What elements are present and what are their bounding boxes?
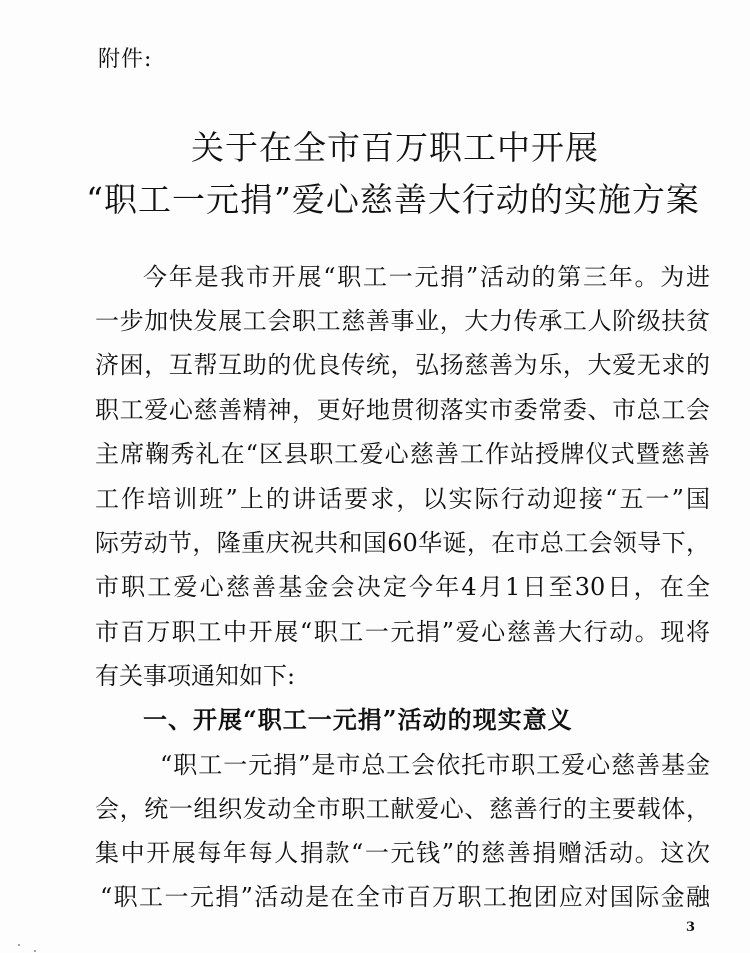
paragraph-line: 职工爱心慈善精神，更好地贯彻落实市委常委、市总工会: [95, 396, 710, 424]
paragraph-line: 市百万职工中开展“职工一元捐”爱心慈善大行动。现将: [95, 618, 710, 646]
paragraph-line: 主席鞠秀礼在“区县职工爱心慈善工作站授牌仪式暨慈善: [95, 440, 710, 468]
section-heading-1: 一、开展“职工一元捐”活动的现实意义: [143, 705, 573, 734]
document-title-line-2: “职工一元捐”爱心慈善大行动的实施方案: [86, 180, 700, 219]
scan-speck: [18, 944, 20, 946]
paragraph-line: “职工一元捐”活动是在全市百万职工抱团应对国际金融: [100, 883, 710, 911]
paragraph-line: 会，统一组织发动全市职工献爱心、慈善行的主要载体，: [95, 795, 710, 823]
document-title-line-1: 关于在全市百万职工中开展: [191, 128, 599, 167]
paragraph-line: 济困，互帮互助的优良传统，弘扬慈善为乐，大爱无求的: [95, 351, 710, 379]
paragraph-line: 市职工爱心慈善基金会决定今年4月1日至30日，在全: [95, 573, 710, 601]
scan-speck: [34, 950, 36, 952]
paragraph-line: 有关事项通知如下:: [95, 662, 296, 690]
paragraph-line: 一步加快发展工会职工慈善事业，大力传承工人阶级扶贫: [95, 307, 710, 335]
paragraph-line: 今年是我市开展“职工一元捐”活动的第三年。为进: [143, 263, 710, 291]
paragraph-line: 工作培训班”上的讲话要求，以实际行动迎接“五一”国: [95, 485, 710, 513]
paragraph-line: 际劳动节，隆重庆祝共和国60华诞，在市总工会领导下，: [95, 529, 710, 557]
paragraph-line: 集中开展每年每人捐款“一元钱”的慈善捐赠活动。这次: [95, 839, 710, 867]
paragraph-line: “职工一元捐”是市总工会依托市职工爱心慈善基金: [160, 751, 710, 779]
attachment-label: 附件:: [98, 47, 153, 72]
page-number: 3: [686, 920, 696, 935]
